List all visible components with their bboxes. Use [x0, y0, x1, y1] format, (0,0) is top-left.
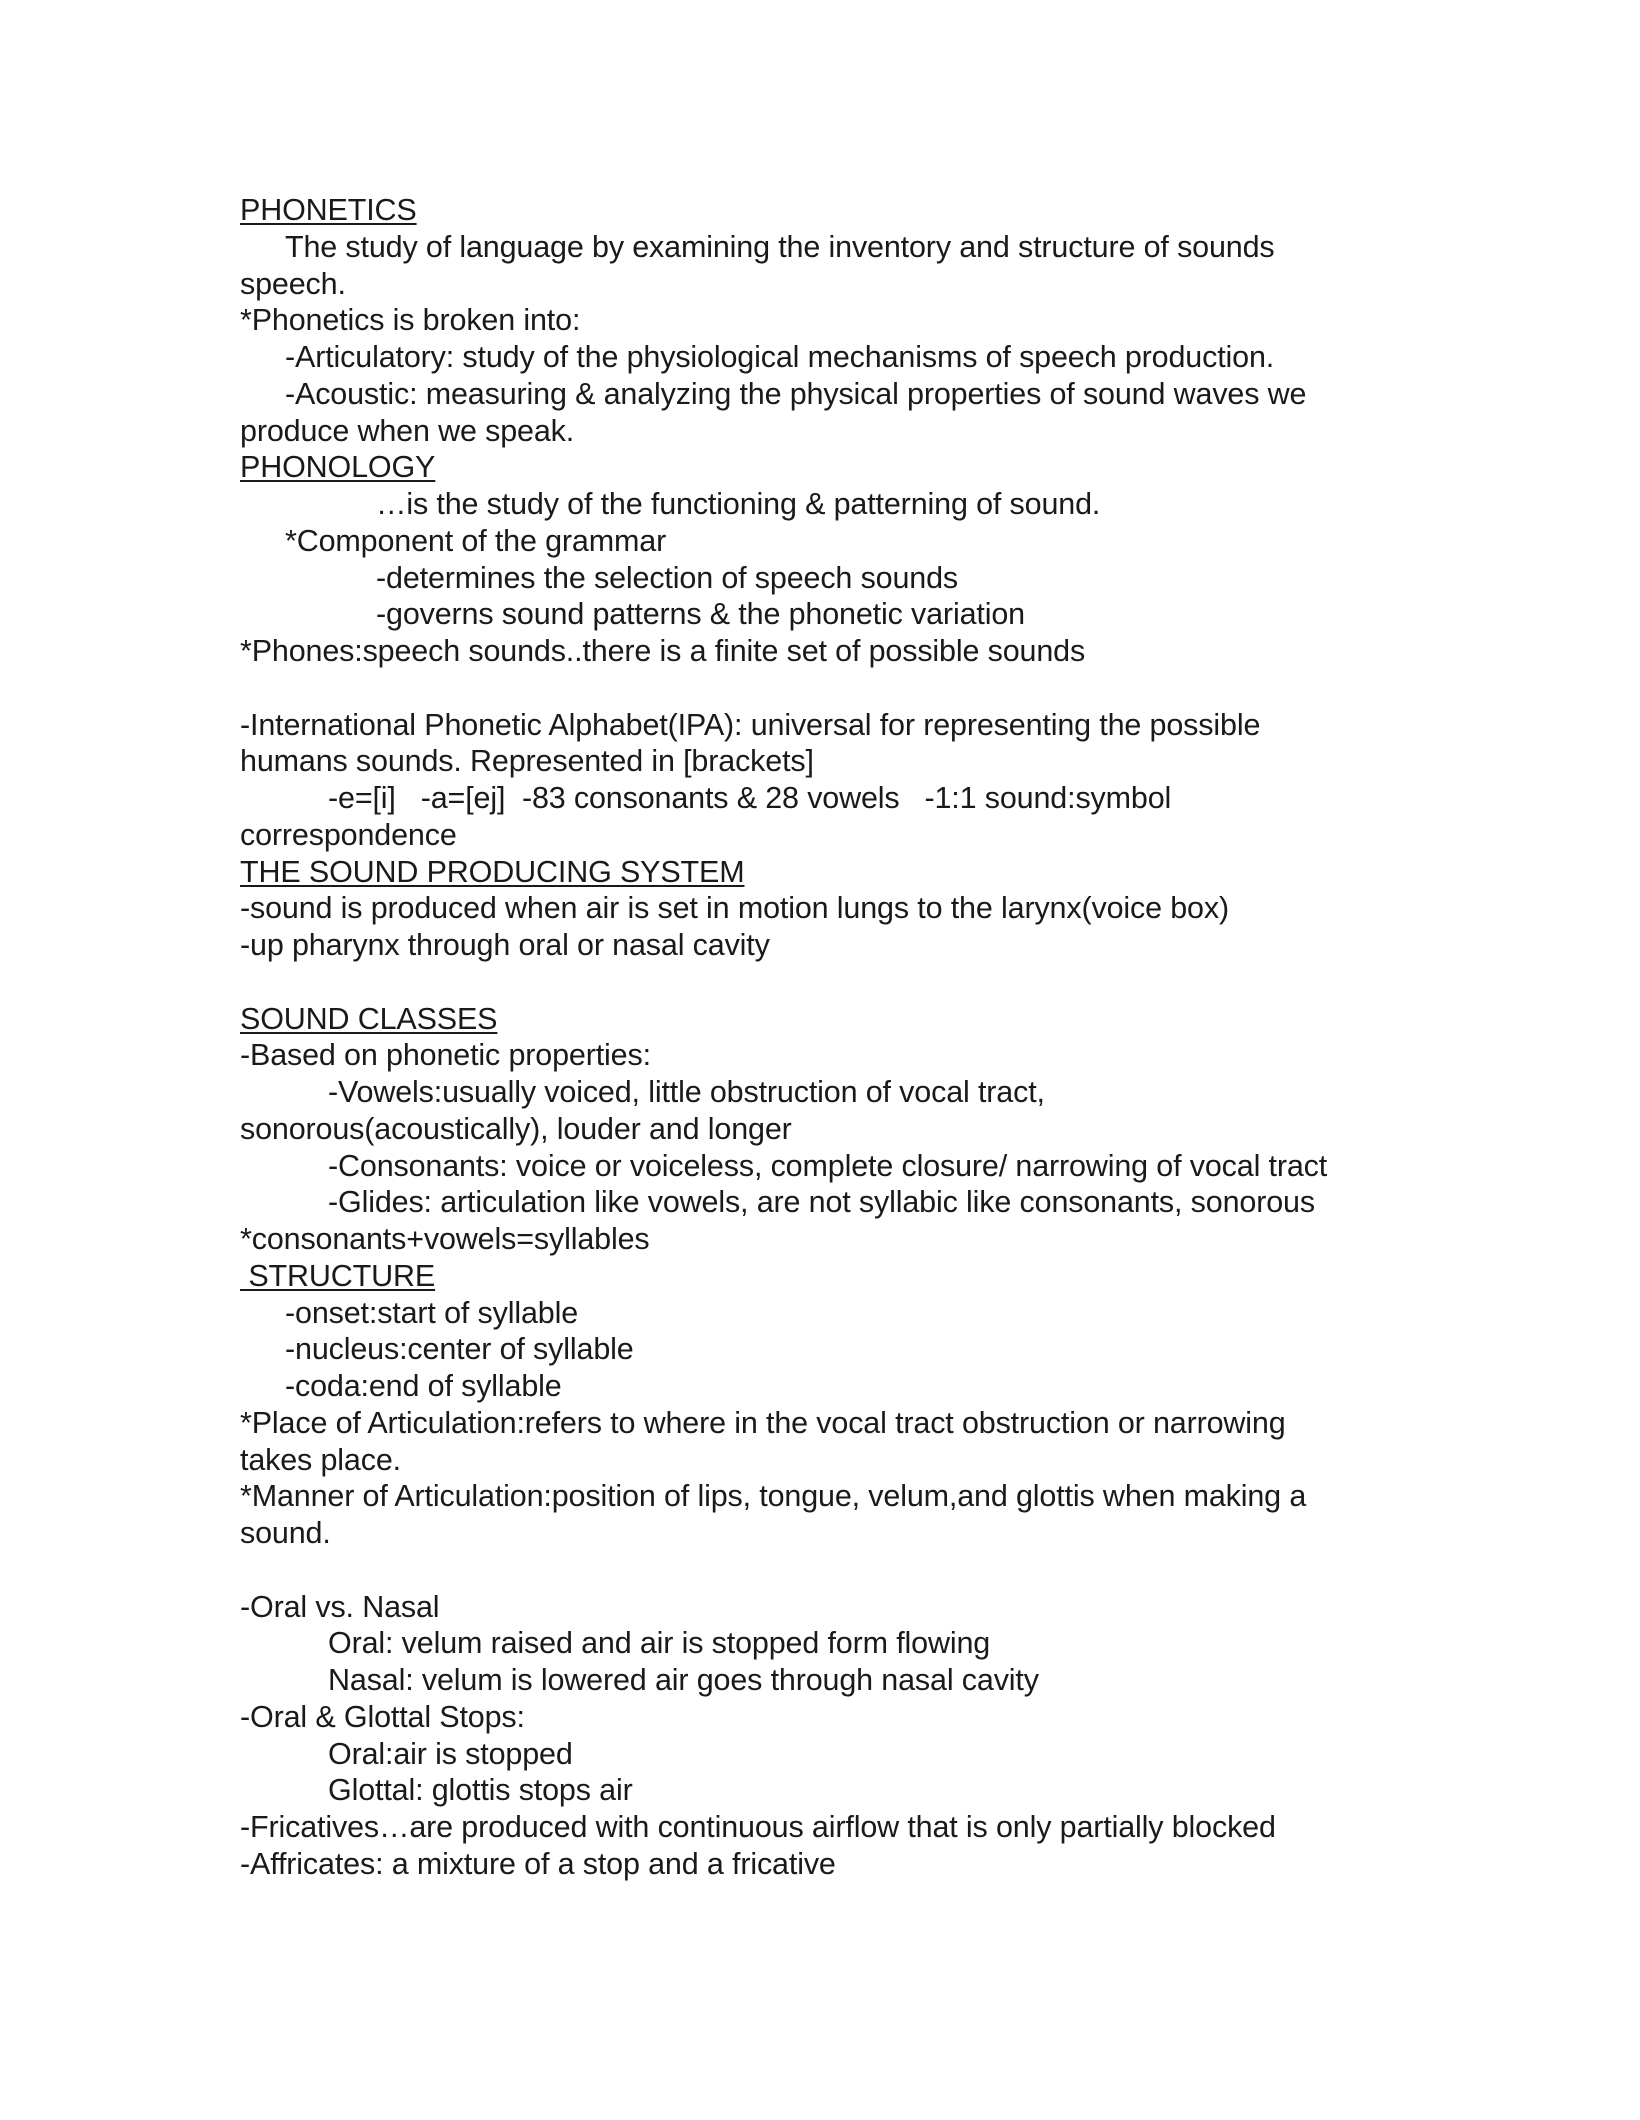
- text-line: Oral: velum raised and air is stopped form flowing: [328, 1626, 991, 1661]
- text-line: -determines the selection of speech sounds: [376, 560, 959, 595]
- text-line: …is the study of the functioning & patterning of sound.: [376, 487, 1101, 521]
- text-line: -International Phonetic Alphabet(IPA): universal for representing the possible: [240, 707, 1261, 742]
- text-line: takes place.: [240, 1442, 401, 1477]
- text-line: -sound is produced when air is set in motion lungs to the larynx(voice box): [240, 891, 1229, 926]
- text-line: -onset:start of syllable: [285, 1295, 579, 1330]
- text-line: -nucleus:center of syllable: [285, 1332, 634, 1367]
- text-line: -Based on phonetic properties:: [240, 1038, 651, 1073]
- text-line: -up pharynx through oral or nasal cavity: [240, 928, 770, 962]
- text-line: -Acoustic: measuring & analyzing the physical properties of sound waves we: [285, 376, 1307, 411]
- text-line: speech.: [240, 266, 346, 301]
- text-line: -Glides: articulation like vowels, are not syllabic like consonants, sonorous: [328, 1185, 1315, 1220]
- section-heading-text: PHONOLOGY: [240, 450, 436, 485]
- section-heading: [240, 1001, 1420, 1038]
- text-line: correspondence: [240, 817, 457, 852]
- text-line: -coda:end of syllable: [285, 1369, 562, 1403]
- section-heading: [240, 192, 1420, 229]
- section-heading: [240, 1258, 1420, 1295]
- section-heading: [240, 449, 1420, 486]
- text-line: Glottal: glottis stops air: [328, 1773, 633, 1808]
- section-heading-text: STRUCTURE: [240, 1258, 436, 1293]
- text-line: -governs sound patterns & the phonetic variation: [376, 597, 1025, 632]
- text-line: -Vowels:usually voiced, little obstruction of vocal tract,: [328, 1075, 1045, 1109]
- text-line: produce when we speak.: [240, 413, 575, 448]
- blank-line: [240, 1552, 1420, 1589]
- text-line: *Place of Articulation:refers to where in the vocal tract obstruction or narrowing: [240, 1405, 1286, 1440]
- text-line: -Affricates: a mixture of a stop and a fricative: [240, 1846, 836, 1881]
- text-line: humans sounds. Represented in [brackets]: [240, 744, 814, 779]
- text-line: *Phonetics is broken into:: [240, 303, 581, 338]
- text-line: *Component of the grammar: [285, 523, 667, 558]
- section-heading-text: PHONETICS: [240, 193, 417, 227]
- text-line: -Consonants: voice or voiceless, complete closure/ narrowing of vocal tract: [328, 1148, 1328, 1183]
- text-line: -Fricatives…are produced with continuous airflow that is only partially blocked: [240, 1810, 1276, 1844]
- blank-line: [240, 670, 1420, 707]
- text-line: Oral:air is stopped: [328, 1736, 573, 1771]
- text-line: -Articulatory: study of the physiological mechanisms of speech production.: [285, 340, 1275, 374]
- section-heading-text: SOUND CLASSES: [240, 1001, 498, 1036]
- text-line: The study of language by examining the inventory and structure of sounds: [285, 229, 1275, 264]
- text-line: -Oral vs. Nasal: [240, 1589, 440, 1624]
- section-heading-text: THE SOUND PRODUCING SYSTEM: [240, 854, 745, 889]
- text-line: *consonants+vowels=syllables: [240, 1222, 650, 1256]
- text-line: *Manner of Articulation:position of lips, tongue, velum,and glottis when making a: [240, 1479, 1307, 1514]
- text-line: sound.: [240, 1516, 331, 1550]
- text-line: sonorous(acoustically), louder and longer: [240, 1111, 792, 1146]
- blank-line: [240, 964, 1420, 1001]
- document-body: [240, 192, 1420, 1883]
- section-heading: [240, 854, 1420, 891]
- text-line: *Phones:speech sounds..there is a finite set of possible sounds: [240, 634, 1086, 668]
- text-line: Nasal: velum is lowered air goes through nasal cavity: [328, 1663, 1039, 1697]
- text-line: -Oral & Glottal Stops:: [240, 1699, 525, 1734]
- text-line: -e=[i] -a=[ej] -83 consonants & 28 vowels -1:1 sound:symbol: [328, 781, 1172, 815]
